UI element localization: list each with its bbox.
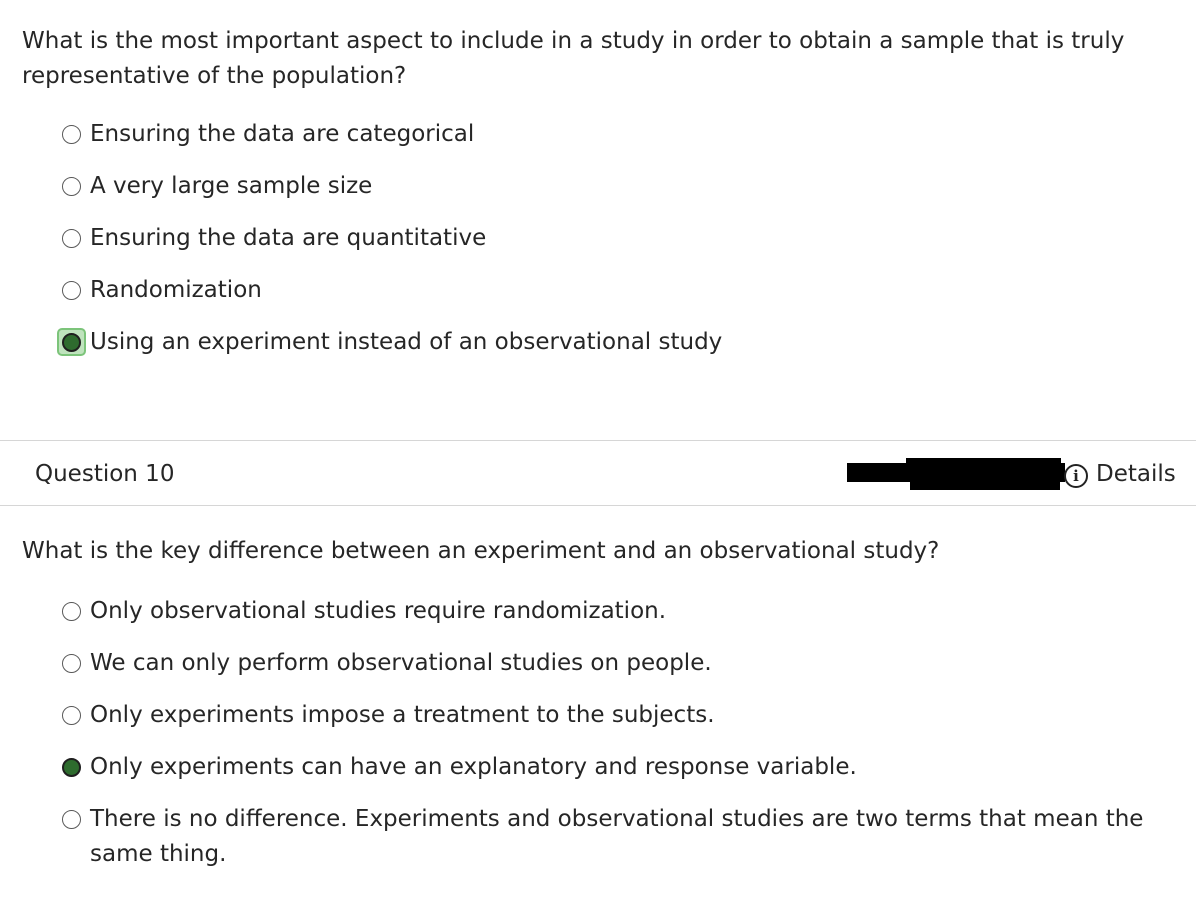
question-10-text: What is the key difference between an experiment and an observational study? [22,538,940,564]
radio-button[interactable] [62,654,81,673]
q10-option-4[interactable] [62,752,1152,804]
radio-button[interactable] [62,706,81,725]
option-label: Ensuring the data are quantitative [90,225,487,251]
q10-option-3[interactable] [62,700,1152,752]
radio-button-selected[interactable] [62,333,81,352]
option-label: Only experiments can have an explanatory and response variable. [90,754,857,780]
info-icon: i [1064,464,1088,488]
q9-option-1[interactable] [62,119,722,171]
radio-button[interactable] [62,810,81,829]
radio-button[interactable] [62,125,81,144]
q10-option-2[interactable] [62,648,1152,700]
details-button[interactable] [1064,459,1176,489]
redaction-bar [910,478,1060,490]
option-label: There is no difference. Experiments and observational studies are two terms that mean the same thing. [90,806,1144,867]
option-label: Only observational studies require randomization. [90,598,667,624]
q9-option-3[interactable] [62,223,722,275]
q9-option-2[interactable] [62,171,722,223]
option-label: We can only perform observational studies on people. [90,650,712,676]
divider [0,505,1196,506]
radio-button[interactable] [62,281,81,300]
option-label: Using an experiment instead of an observational study [90,329,723,355]
details-label: Details [1096,461,1176,487]
divider [0,440,1196,441]
question-header-title: Question 10 [35,461,175,487]
radio-button[interactable] [62,177,81,196]
redaction-bar [906,458,1061,468]
option-label: Ensuring the data are categorical [90,121,475,147]
question-9-options [62,119,722,379]
question-10-options [62,596,1152,872]
q9-option-4[interactable] [62,275,722,327]
radio-button[interactable] [62,602,81,621]
option-label: A very large sample size [90,173,373,199]
option-label: Randomization [90,277,262,303]
q9-option-5[interactable] [62,327,722,379]
q10-option-5[interactable] [62,804,1152,872]
q10-option-1[interactable] [62,596,1152,648]
question-9-text: What is the most important aspect to include in a study in order to obtain a sample that is truly representative of the population? [22,28,1125,89]
radio-button-selected[interactable] [62,758,81,777]
option-label: Only experiments impose a treatment to the subjects. [90,702,715,728]
radio-button[interactable] [62,229,81,248]
